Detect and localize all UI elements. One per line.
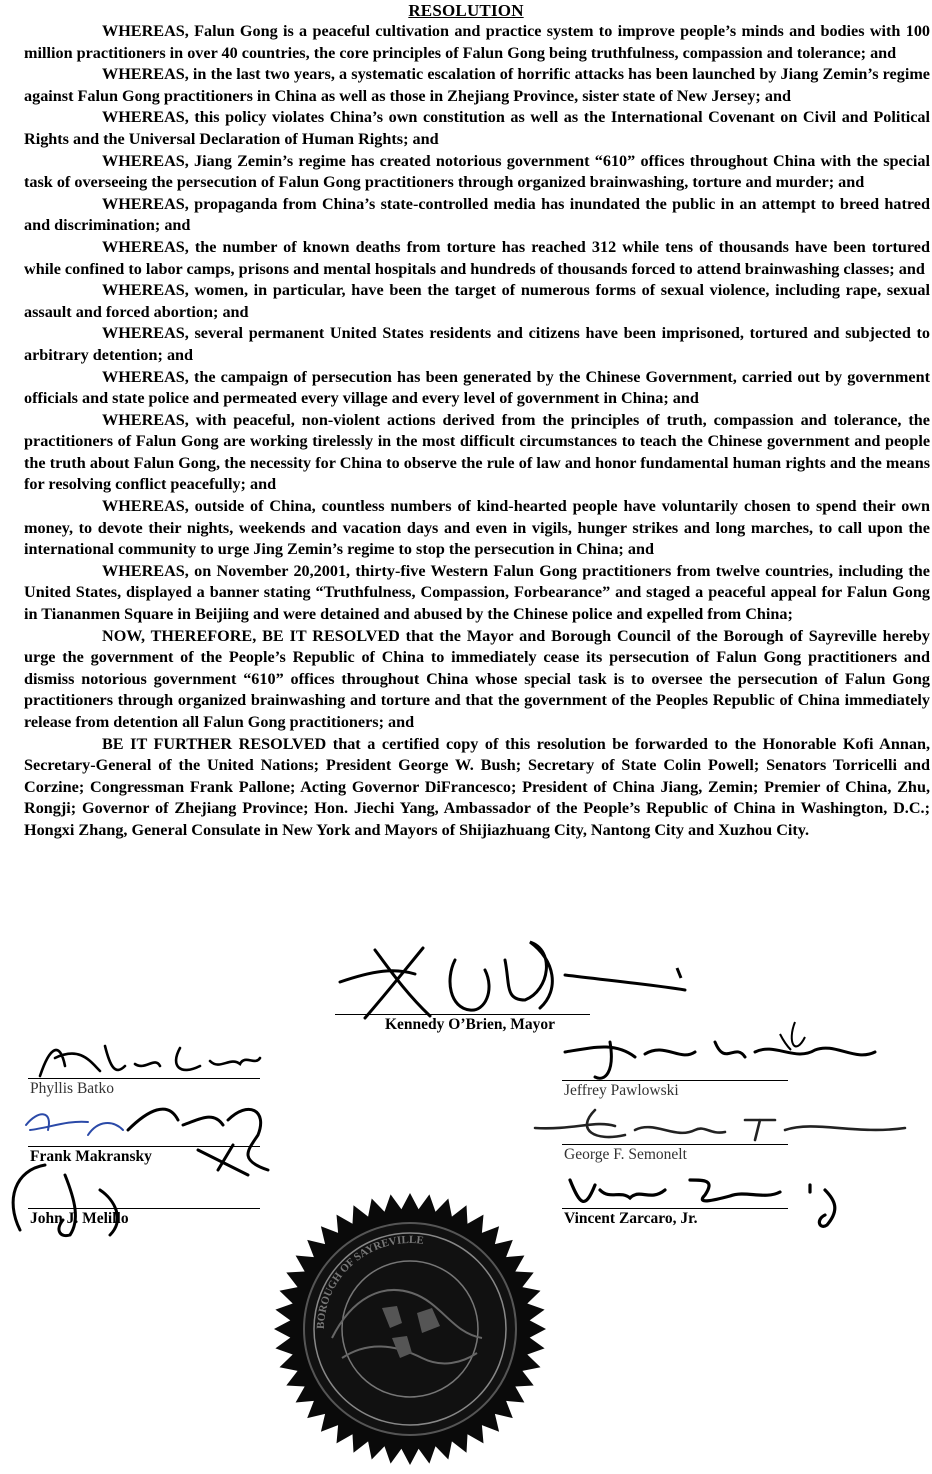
borough-seal-icon <box>272 1188 548 1470</box>
council-member-name: Frank Makransky <box>30 1148 152 1165</box>
signature-line <box>28 1208 260 1209</box>
paragraph: WHEREAS, this policy violates China’s own constitution as well as the International Covenant on Civil and Political Rights and the Universal Declaration of Human Rights; and <box>24 108 930 148</box>
paragraph: BE IT FURTHER RESOLVED that a certified copy of this resolution be forwarded to the Honorable Kofi Annan, Secretary-General of the United Nations; President George W. Bush; Secretary of State Colin Powell; Senators Torricelli and Corzine; Congressman Frank Pallone; Acting Governor DiFrancesco; President of China Jiang, Zemin; Premier of China, Zhu, Rongji; Governor of Zhejiang Province; Hon. Jiechi Yang, Ambassador of the People’s Republic of China in Washington, D.C.; Hongxi Zhang, General Consulate in New York and Mayors of Shijiazhuang City, Nantong City and Xuzhou City. <box>24 734 930 839</box>
paragraph: WHEREAS, on November 20,2001, thirty-five Western Falun Gong practitioners from twelve countries, including the United States, displayed a banner stating “Truthfulness, Compassion, Forbearance” and staged a peaceful appeal for Falun Gong in Tiananmen Square in Beijiing and were detained and abused by the Chinese police and expelled from China; <box>24 561 930 624</box>
paragraph: WHEREAS, several permanent United States residents and citizens have been imprisoned, tortured and subjected to arbitrary detention; and <box>24 324 930 364</box>
council-member-name: John J. Melillo <box>30 1210 129 1227</box>
council-member-name: Jeffrey Pawlowski <box>564 1082 679 1099</box>
council-member-name: Phyllis Batko <box>30 1080 114 1097</box>
paragraph: WHEREAS, in the last two years, a systematic escalation of horrific attacks has been launched by Jiang Zemin’s regime against Falun Gong practitioners in China as well as those in Zhejiang Province, sister state of New Jersey; and <box>24 65 930 105</box>
mayor-signature <box>335 930 695 1020</box>
paragraph: WHEREAS, outside of China, countless numbers of kind-hearted people have voluntarily chosen to spend their own money, to devote their nights, weekends and vacation days and even in vigils, hunger strikes and long marches, to call upon the international community to urge Jing Zemin’s regime to stop the persecution in China; and <box>24 497 930 559</box>
paragraph: WHEREAS, the campaign of persecution has been generated by the Chinese Government, carried out by government officials and state police and permeated every village and every level of government in China; and <box>24 367 930 408</box>
council-signature-4 <box>555 1012 895 1082</box>
paragraph: WHEREAS, propaganda from China’s state-controlled media has inundated the public in an attempt to breed hatred and discrimination; and <box>24 194 930 235</box>
paragraph: NOW, THEREFORE, BE IT RESOLVED that the Mayor and Borough Council of the Borough of Sayreville hereby urge the government of the People’s Republic of China to immediately cease its persecution of Falun Gong practitioners and dismiss notorious government “610” offices throughout China whose special task is to oversee the persecution of Falun Gong practitioners through organized brainwashing and torture and that the government of the Peoples Republic of China immediately release from detention all Falun Gong practitioners; and <box>24 626 930 731</box>
mayor-signature-line <box>335 1014 590 1015</box>
paragraph: WHEREAS, Falun Gong is a peaceful cultivation and practice system to improve people’s minds and bodies with 100 million practitioners in over 40 countries, the core principles of Falun Gong being truthfulness, compassion and tolerance; and <box>24 22 930 62</box>
signature-line <box>562 1080 788 1081</box>
paragraph: WHEREAS, Jiang Zemin’s regime has created notorious government “610” offices throughout China with the special task of overseeing the persecution of Falun Gong practitioners through organized brainwashing, torture and murder; and <box>24 151 930 192</box>
signature-line <box>562 1144 788 1145</box>
resolution-body <box>24 21 930 842</box>
mayor-name: Kennedy O’Brien, Mayor <box>385 1016 556 1033</box>
document-title: RESOLUTION <box>408 1 524 20</box>
seal-text: BOROUGH OF SAYREVILLE <box>314 1233 425 1330</box>
paragraph: WHEREAS, with peaceful, non-violent actions derived from the principles of truth, compassion and tolerance, the practitioners of Falun Gong are working tirelessly in the most difficult circumstances to teach the Chinese government and people the truth about Falun Gong, the necessity for China to observe the rule of law and honor fundamental human rights and the means for resolving conflict peacefully; and <box>24 410 930 494</box>
signature-line <box>562 1208 788 1209</box>
signature-line <box>28 1078 260 1079</box>
council-member-name: George F. Semonelt <box>564 1146 687 1163</box>
council-member-name: Vincent Zarcaro, Jr. <box>564 1210 698 1227</box>
signature-line <box>28 1146 260 1147</box>
council-signature-1 <box>30 1036 270 1084</box>
council-signature-3 <box>5 1160 165 1240</box>
council-signature-5 <box>535 1100 915 1150</box>
paragraph: WHEREAS, women, in particular, have been the target of numerous forms of sexual violence, including rape, sexual assault and forced abortion; and <box>24 281 930 321</box>
paragraph: WHEREAS, the number of known deaths from torture has reached 312 while tens of thousands have been tortured while confined to labor camps, prisons and mental hospitals and hundreds of thousands forced to attend brainwashing classes; and <box>24 237 930 278</box>
